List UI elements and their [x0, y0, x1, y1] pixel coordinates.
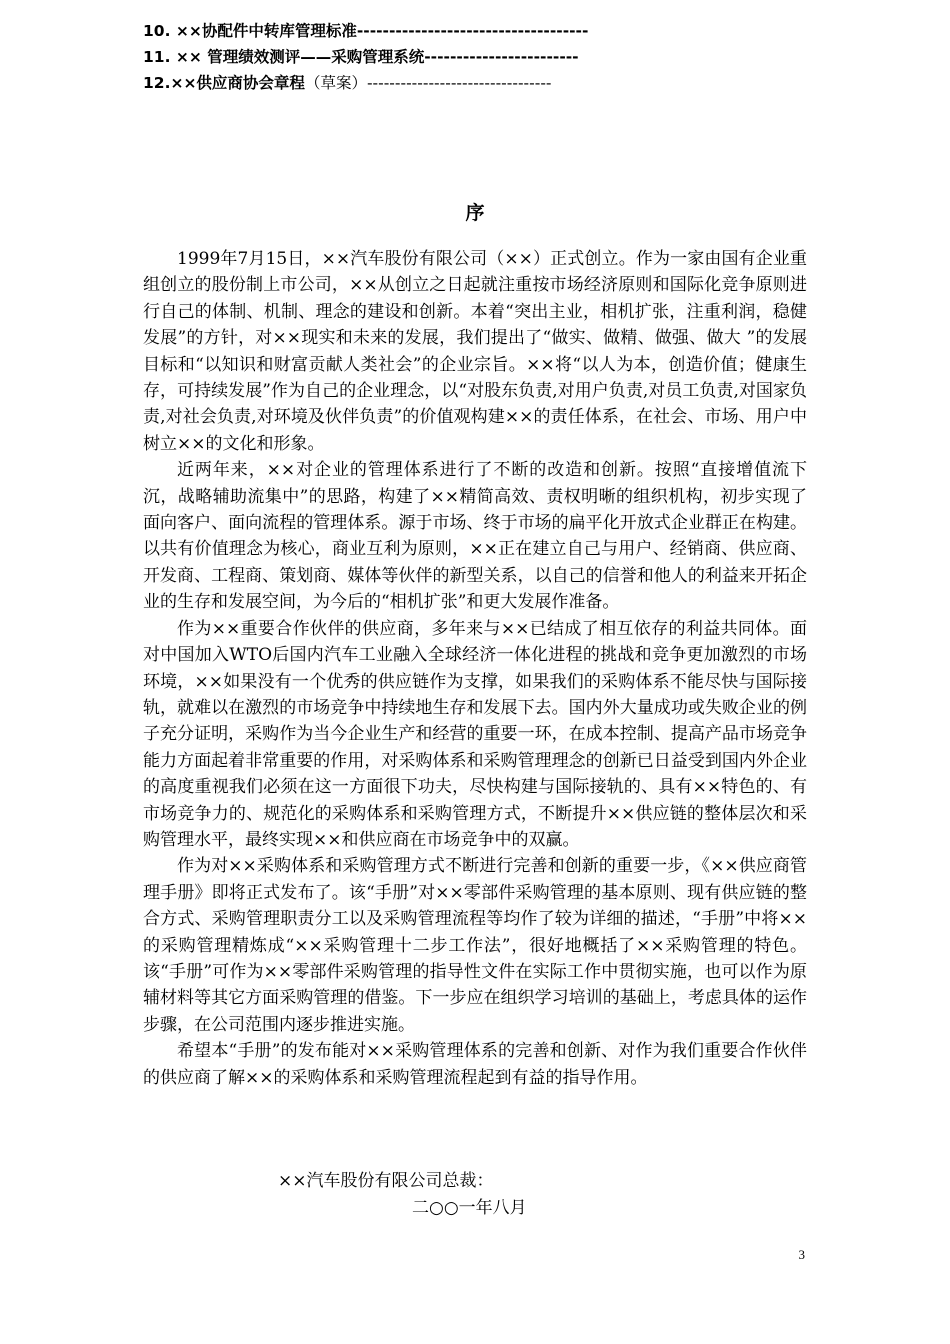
paragraph: 作为××重要合作伙伴的供应商，多年来与××已结成了相互依存的利益共同体。面对中国加入WTO后国内汽车工业融入全球经济一体化进程的挑战和竞争更加激烈的市场环境，××如果没有一个优秀的供应链作为支撑，如果我们的采购体系不能尽快与国际接轨，就难以在激烈的市场竞争中持续地生存和发展下去。国内外大量成功或失败企业的例子充分证明，采购作为当今企业生产和经营的重要一环，在成本控制、提高产品市场竞争能力方面起着非常重要的作用，对采购体系和采购管理理念的创新已日益受到国内外企业的高度重视我们必须在这一方面很下功夫，尽快构建与国际接轨的、具有××特色的、有市场竞争力的、规范化的采购体系和采购管理方式，不断提升××供应链的整体层次和采购管理水平，最终实现××和供应商在市场竞争中的双赢。	[143, 618, 807, 850]
toc-item	[143, 70, 843, 96]
toc-item	[143, 18, 843, 44]
signature-date: 二○○一年八月	[412, 1198, 527, 1218]
paragraph: 1999年7月15日，××汽车股份有限公司（××）正式创立。作为一家由国有企业重组创立的股份制上市公司，××从创立之日起就注重按市场经济原则和国际化竞争原则进行自己的体制、机制、理念的建设和创新。本着“突出主业，相机扩张，注重利润，稳健发展”的方针，对××现实和未来的发展，我们提出了“做实、做精、做强、做大 ”的发展目标和“以知识和财富贡献人类社会”的企业宗旨。××将“以人为本，创造价值；健康生存，可持续发展”作为自己的企业理念，以“对股东负责,对用户负责,对员工负责,对国家负责,对社会负责,对环境及伙伴负责”的价值观构建××的责任体系，在社会、市场、用户中树立××的文化和形象。	[143, 249, 807, 454]
toc-item-text: 11. ×× 管理绩效测评——采购管理系统------------------------	[143, 48, 579, 66]
table-of-contents	[143, 18, 843, 96]
signature: ××汽车股份有限公司总裁：	[278, 1171, 494, 1191]
page-number: 3	[798, 1247, 805, 1262]
paragraph: 作为对××采购体系和采购管理方式不断进行完善和创新的重要一步，《××供应商管理手册》即将正式发布了。该“手册”对××零部件采购管理的基本原则、现有供应链的整合方式、采购管理职责分工以及采购管理流程等均作了较为详细的描述，“手册”中将××的采购管理精炼成“××采购管理十二步工作法”，很好地概括了××采购管理的特色。该“手册”可作为××零部件采购管理的指导性文件在实际工作中贯彻实施，也可以作为原辅材料等其它方面采购管理的借鉴。下一步应在组织学习培训的基础上，考虑具体的运作步骤，在公司范围内逐步推进实施。	[143, 856, 807, 1035]
toc-item-suffix: （草案）---------------------------------	[304, 74, 552, 92]
toc-item-text: 12.××供应商协会章程	[143, 74, 305, 92]
toc-item	[143, 44, 843, 70]
preface-body	[143, 246, 807, 1091]
toc-item-text: 10. ××协配件中转库管理标准------------------------------------	[143, 22, 589, 40]
paragraph: 近两年来，××对企业的管理体系进行了不断的改造和创新。按照“直接增值流下沉，战略辅助流集中”的思路，构建了××精简高效、责权明晰的组织机构，初步实现了面向客户、面向流程的管理体系。源于市场、终于市场的扁平化开放式企业群正在构建。以共有价值理念为核心，商业互利为原则，××正在建立自己与用户、经销商、供应商、开发商、工程商、策划商、媒体等伙伴的新型关系，以自己的信誉和他人的利益来开拓企业的生存和发展空间，为今后的“相机扩张”和更大发展作准备。	[143, 460, 807, 613]
paragraph: 希望本“手册”的发布能对××采购管理体系的完善和创新、对作为我们重要合作伙伴的供应商了解××的采购体系和采购管理流程起到有益的指导作用。	[143, 1041, 807, 1088]
preface-title: 序	[465, 202, 485, 224]
